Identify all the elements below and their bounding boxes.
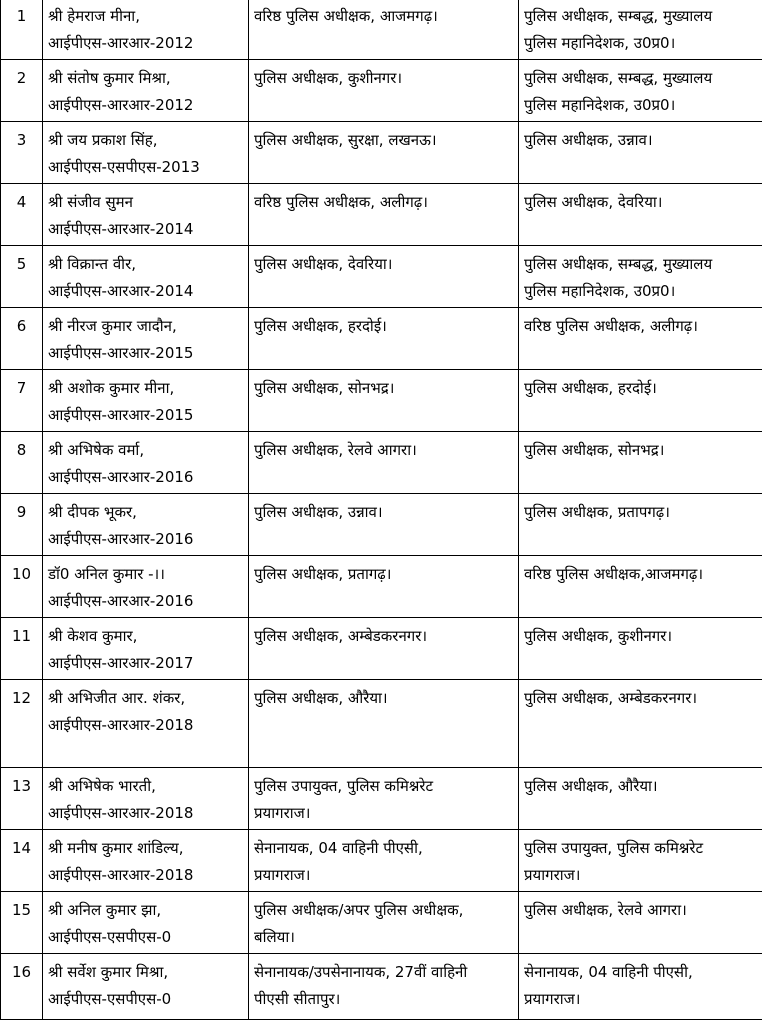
- table-row: [1, 954, 762, 1020]
- new-posting-line: पुलिस महानिदेशक, उ0प्र0।: [524, 34, 676, 52]
- current-posting-line: सेनानायक/उपसेनानायक, 27वीं वाहिनी: [254, 963, 468, 981]
- serial-number-cell: [1, 432, 43, 494]
- serial-number-cell: [1, 184, 43, 246]
- table-body: [1, 0, 762, 1020]
- officer-cell: [43, 60, 249, 122]
- table-row: [1, 830, 762, 892]
- officer-batch: आईपीएस-एसपीएस-2013: [48, 158, 200, 176]
- officer-name: श्री जय प्रकाश सिंह,: [48, 131, 158, 149]
- officer-cell: [43, 954, 249, 1020]
- current-posting-line: पुलिस अधीक्षक, प्रतागढ़।: [254, 565, 392, 583]
- officer-cell: [43, 122, 249, 184]
- current-posting-cell: [249, 680, 519, 768]
- officer-cell: [43, 246, 249, 308]
- new-posting-cell: [519, 246, 762, 308]
- new-posting-line: वरिष्ठ पुलिस अधीक्षक,आजमगढ़।: [524, 565, 704, 583]
- current-posting-cell: [249, 370, 519, 432]
- officer-batch: आईपीएस-एसपीएस-0: [48, 928, 172, 946]
- current-posting-cell: [249, 122, 519, 184]
- table-row: [1, 60, 762, 122]
- officer-name: श्री सर्वेश कुमार मिश्रा,: [48, 963, 169, 981]
- new-posting-line: पुलिस अधीक्षक, रेलवे आगरा।: [524, 901, 687, 919]
- table-row: [1, 680, 762, 768]
- current-posting-line: पीएसी सीतापुर।: [254, 990, 341, 1008]
- serial-number-cell: [1, 768, 43, 830]
- current-posting-line: पुलिस अधीक्षक, उन्नाव।: [254, 503, 383, 521]
- serial-number: 10: [11, 565, 32, 583]
- table-row: [1, 892, 762, 954]
- officer-cell: [43, 0, 249, 60]
- new-posting-line: पुलिस उपायुक्त, पुलिस कमिश्नरेट: [524, 839, 704, 857]
- officer-batch: आईपीएस-आरआर-2016: [48, 592, 194, 610]
- serial-number: 14: [11, 839, 32, 857]
- serial-number-cell: [1, 308, 43, 370]
- serial-number: 1: [16, 7, 27, 25]
- serial-number-cell: [1, 60, 43, 122]
- new-posting-cell: [519, 830, 762, 892]
- new-posting-cell: [519, 432, 762, 494]
- officer-batch: आईपीएस-एसपीएस-0: [48, 990, 172, 1008]
- new-posting-line: पुलिस अधीक्षक, उन्नाव।: [524, 131, 653, 149]
- serial-number-cell: [1, 246, 43, 308]
- new-posting-line: पुलिस अधीक्षक, प्रतापगढ़।: [524, 503, 670, 521]
- officer-batch: आईपीएस-आरआर-2016: [48, 468, 194, 486]
- new-posting-line: वरिष्ठ पुलिस अधीक्षक, अलीगढ़।: [524, 317, 698, 335]
- officer-cell: [43, 370, 249, 432]
- officer-cell: [43, 618, 249, 680]
- new-posting-cell: [519, 0, 762, 60]
- new-posting-cell: [519, 370, 762, 432]
- new-posting-cell: [519, 954, 762, 1020]
- current-posting-line: पुलिस अधीक्षक, सुरक्षा, लखनऊ।: [254, 131, 437, 149]
- serial-number: 8: [16, 441, 27, 459]
- new-posting-line: पुलिस अधीक्षक, सम्बद्ध, मुख्यालय: [524, 7, 713, 25]
- serial-number-cell: [1, 122, 43, 184]
- serial-number-cell: [1, 556, 43, 618]
- current-posting-line: प्रयागराज।: [254, 866, 311, 884]
- officer-name: श्री केशव कुमार,: [48, 627, 138, 645]
- current-posting-cell: [249, 184, 519, 246]
- current-posting-line: वरिष्ठ पुलिस अधीक्षक, आजमगढ़।: [254, 7, 438, 25]
- new-posting-cell: [519, 618, 762, 680]
- officer-name: श्री मनीष कुमार शांडिल्य,: [48, 839, 184, 857]
- current-posting-line: पुलिस अधीक्षक/अपर पुलिस अधीक्षक,: [254, 901, 464, 919]
- officer-batch: आईपीएस-आरआर-2018: [48, 804, 194, 822]
- serial-number: 13: [11, 777, 32, 795]
- officer-name: श्री संतोष कुमार मिश्रा,: [48, 69, 171, 87]
- new-posting-cell: [519, 184, 762, 246]
- current-posting-cell: [249, 308, 519, 370]
- new-posting-cell: [519, 892, 762, 954]
- officer-cell: [43, 494, 249, 556]
- new-posting-cell: [519, 308, 762, 370]
- table-row: [1, 308, 762, 370]
- officer-cell: [43, 556, 249, 618]
- table-row: [1, 184, 762, 246]
- officer-batch: आईपीएस-आरआर-2014: [48, 220, 194, 238]
- serial-number: 6: [16, 317, 27, 335]
- table-row: [1, 370, 762, 432]
- serial-number-cell: [1, 954, 43, 1020]
- serial-number-cell: [1, 370, 43, 432]
- current-posting-line: प्रयागराज।: [254, 804, 311, 822]
- officer-name: श्री अभिषेक वर्मा,: [48, 441, 145, 459]
- new-posting-cell: [519, 680, 762, 768]
- table-row: [1, 432, 762, 494]
- new-posting-line: सेनानायक, 04 वाहिनी पीएसी,: [524, 963, 693, 981]
- officer-batch: आईपीएस-आरआर-2012: [48, 96, 194, 114]
- new-posting-line: पुलिस अधीक्षक, हरदोई।: [524, 379, 657, 397]
- new-posting-cell: [519, 122, 762, 184]
- serial-number-cell: [1, 830, 43, 892]
- current-posting-line: पुलिस अधीक्षक, औरैया।: [254, 689, 388, 707]
- new-posting-line: पुलिस अधीक्षक, सोनभद्र।: [524, 441, 665, 459]
- table-row: [1, 556, 762, 618]
- officer-cell: [43, 308, 249, 370]
- serial-number: 15: [11, 901, 32, 919]
- current-posting-line: पुलिस अधीक्षक, कुशीनगर।: [254, 69, 403, 87]
- officer-name: डॉ0 अनिल कुमार -।।: [48, 565, 165, 583]
- new-posting-line: प्रयागराज।: [524, 990, 581, 1008]
- current-posting-cell: [249, 246, 519, 308]
- officer-batch: आईपीएस-आरआर-2016: [48, 530, 194, 548]
- current-posting-line: वरिष्ठ पुलिस अधीक्षक, अलीगढ़।: [254, 193, 428, 211]
- officer-cell: [43, 768, 249, 830]
- serial-number: 11: [11, 627, 32, 645]
- serial-number: 12: [11, 689, 32, 707]
- new-posting-cell: [519, 60, 762, 122]
- current-posting-cell: [249, 830, 519, 892]
- new-posting-line: पुलिस अधीक्षक, अम्बेडकरनगर।: [524, 689, 698, 707]
- officer-cell: [43, 830, 249, 892]
- table-row: [1, 122, 762, 184]
- officer-name: श्री अभिषेक भारती,: [48, 777, 156, 795]
- serial-number-cell: [1, 618, 43, 680]
- officer-cell: [43, 680, 249, 768]
- current-posting-line: पुलिस अधीक्षक, हरदोई।: [254, 317, 387, 335]
- table-row: [1, 768, 762, 830]
- current-posting-cell: [249, 768, 519, 830]
- officer-batch: आईपीएस-आरआर-2017: [48, 654, 194, 672]
- officer-name: श्री हेमराज मीना,: [48, 7, 140, 25]
- table-row: [1, 618, 762, 680]
- serial-number-cell: [1, 494, 43, 556]
- serial-number: 16: [11, 963, 32, 981]
- officer-name: श्री अशोक कुमार मीना,: [48, 379, 175, 397]
- new-posting-line: पुलिस अधीक्षक, कुशीनगर।: [524, 627, 673, 645]
- officer-batch: आईपीएस-आरआर-2014: [48, 282, 194, 300]
- officer-batch: आईपीएस-आरआर-2015: [48, 344, 194, 362]
- current-posting-line: पुलिस अधीक्षक, रेलवे आगरा।: [254, 441, 417, 459]
- table-row: [1, 246, 762, 308]
- officer-name: श्री संजीव सुमन: [48, 193, 133, 211]
- officer-batch: आईपीएस-आरआर-2015: [48, 406, 194, 424]
- officer-batch: आईपीएस-आरआर-2012: [48, 34, 194, 52]
- table-row: [1, 0, 762, 60]
- current-posting-cell: [249, 432, 519, 494]
- current-posting-cell: [249, 494, 519, 556]
- serial-number-cell: [1, 892, 43, 954]
- current-posting-cell: [249, 618, 519, 680]
- new-posting-line: पुलिस महानिदेशक, उ0प्र0।: [524, 96, 676, 114]
- new-posting-line: पुलिस अधीक्षक, सम्बद्ध, मुख्यालय: [524, 69, 713, 87]
- new-posting-line: पुलिस अधीक्षक, देवरिया।: [524, 193, 663, 211]
- current-posting-line: पुलिस उपायुक्त, पुलिस कमिश्नरेट: [254, 777, 434, 795]
- new-posting-line: पुलिस अधीक्षक, सम्बद्ध, मुख्यालय: [524, 255, 713, 273]
- serial-number: 2: [16, 69, 27, 87]
- current-posting-line: पुलिस अधीक्षक, सोनभद्र।: [254, 379, 395, 397]
- officer-name: श्री अभिजीत आर. शंकर,: [48, 689, 186, 707]
- new-posting-line: पुलिस महानिदेशक, उ0प्र0।: [524, 282, 676, 300]
- new-posting-cell: [519, 494, 762, 556]
- officer-cell: [43, 184, 249, 246]
- new-posting-cell: [519, 768, 762, 830]
- current-posting-cell: [249, 954, 519, 1020]
- officer-name: श्री अनिल कुमार झा,: [48, 901, 162, 919]
- current-posting-cell: [249, 556, 519, 618]
- new-posting-line: प्रयागराज।: [524, 866, 581, 884]
- serial-number: 3: [16, 131, 27, 149]
- officer-cell: [43, 432, 249, 494]
- officer-name: श्री विक्रान्त वीर,: [48, 255, 136, 273]
- officer-cell: [43, 892, 249, 954]
- current-posting-line: पुलिस अधीक्षक, देवरिया।: [254, 255, 393, 273]
- officer-name: श्री दीपक भूकर,: [48, 503, 137, 521]
- serial-number: 9: [16, 503, 27, 521]
- current-posting-line: सेनानायक, 04 वाहिनी पीएसी,: [254, 839, 423, 857]
- serial-number: 7: [16, 379, 27, 397]
- serial-number: 4: [16, 193, 27, 211]
- officer-batch: आईपीएस-आरआर-2018: [48, 716, 194, 734]
- table-row: [1, 494, 762, 556]
- serial-number: 5: [16, 255, 27, 273]
- serial-number-cell: [1, 680, 43, 768]
- current-posting-cell: [249, 0, 519, 60]
- current-posting-line: बलिया।: [254, 928, 295, 946]
- current-posting-cell: [249, 60, 519, 122]
- serial-number-cell: [1, 0, 43, 60]
- new-posting-cell: [519, 556, 762, 618]
- officer-batch: आईपीएस-आरआर-2018: [48, 866, 194, 884]
- new-posting-line: पुलिस अधीक्षक, औरैया।: [524, 777, 658, 795]
- officer-name: श्री नीरज कुमार जादौन,: [48, 317, 177, 335]
- current-posting-cell: [249, 892, 519, 954]
- current-posting-line: पुलिस अधीक्षक, अम्बेडकरनगर।: [254, 627, 428, 645]
